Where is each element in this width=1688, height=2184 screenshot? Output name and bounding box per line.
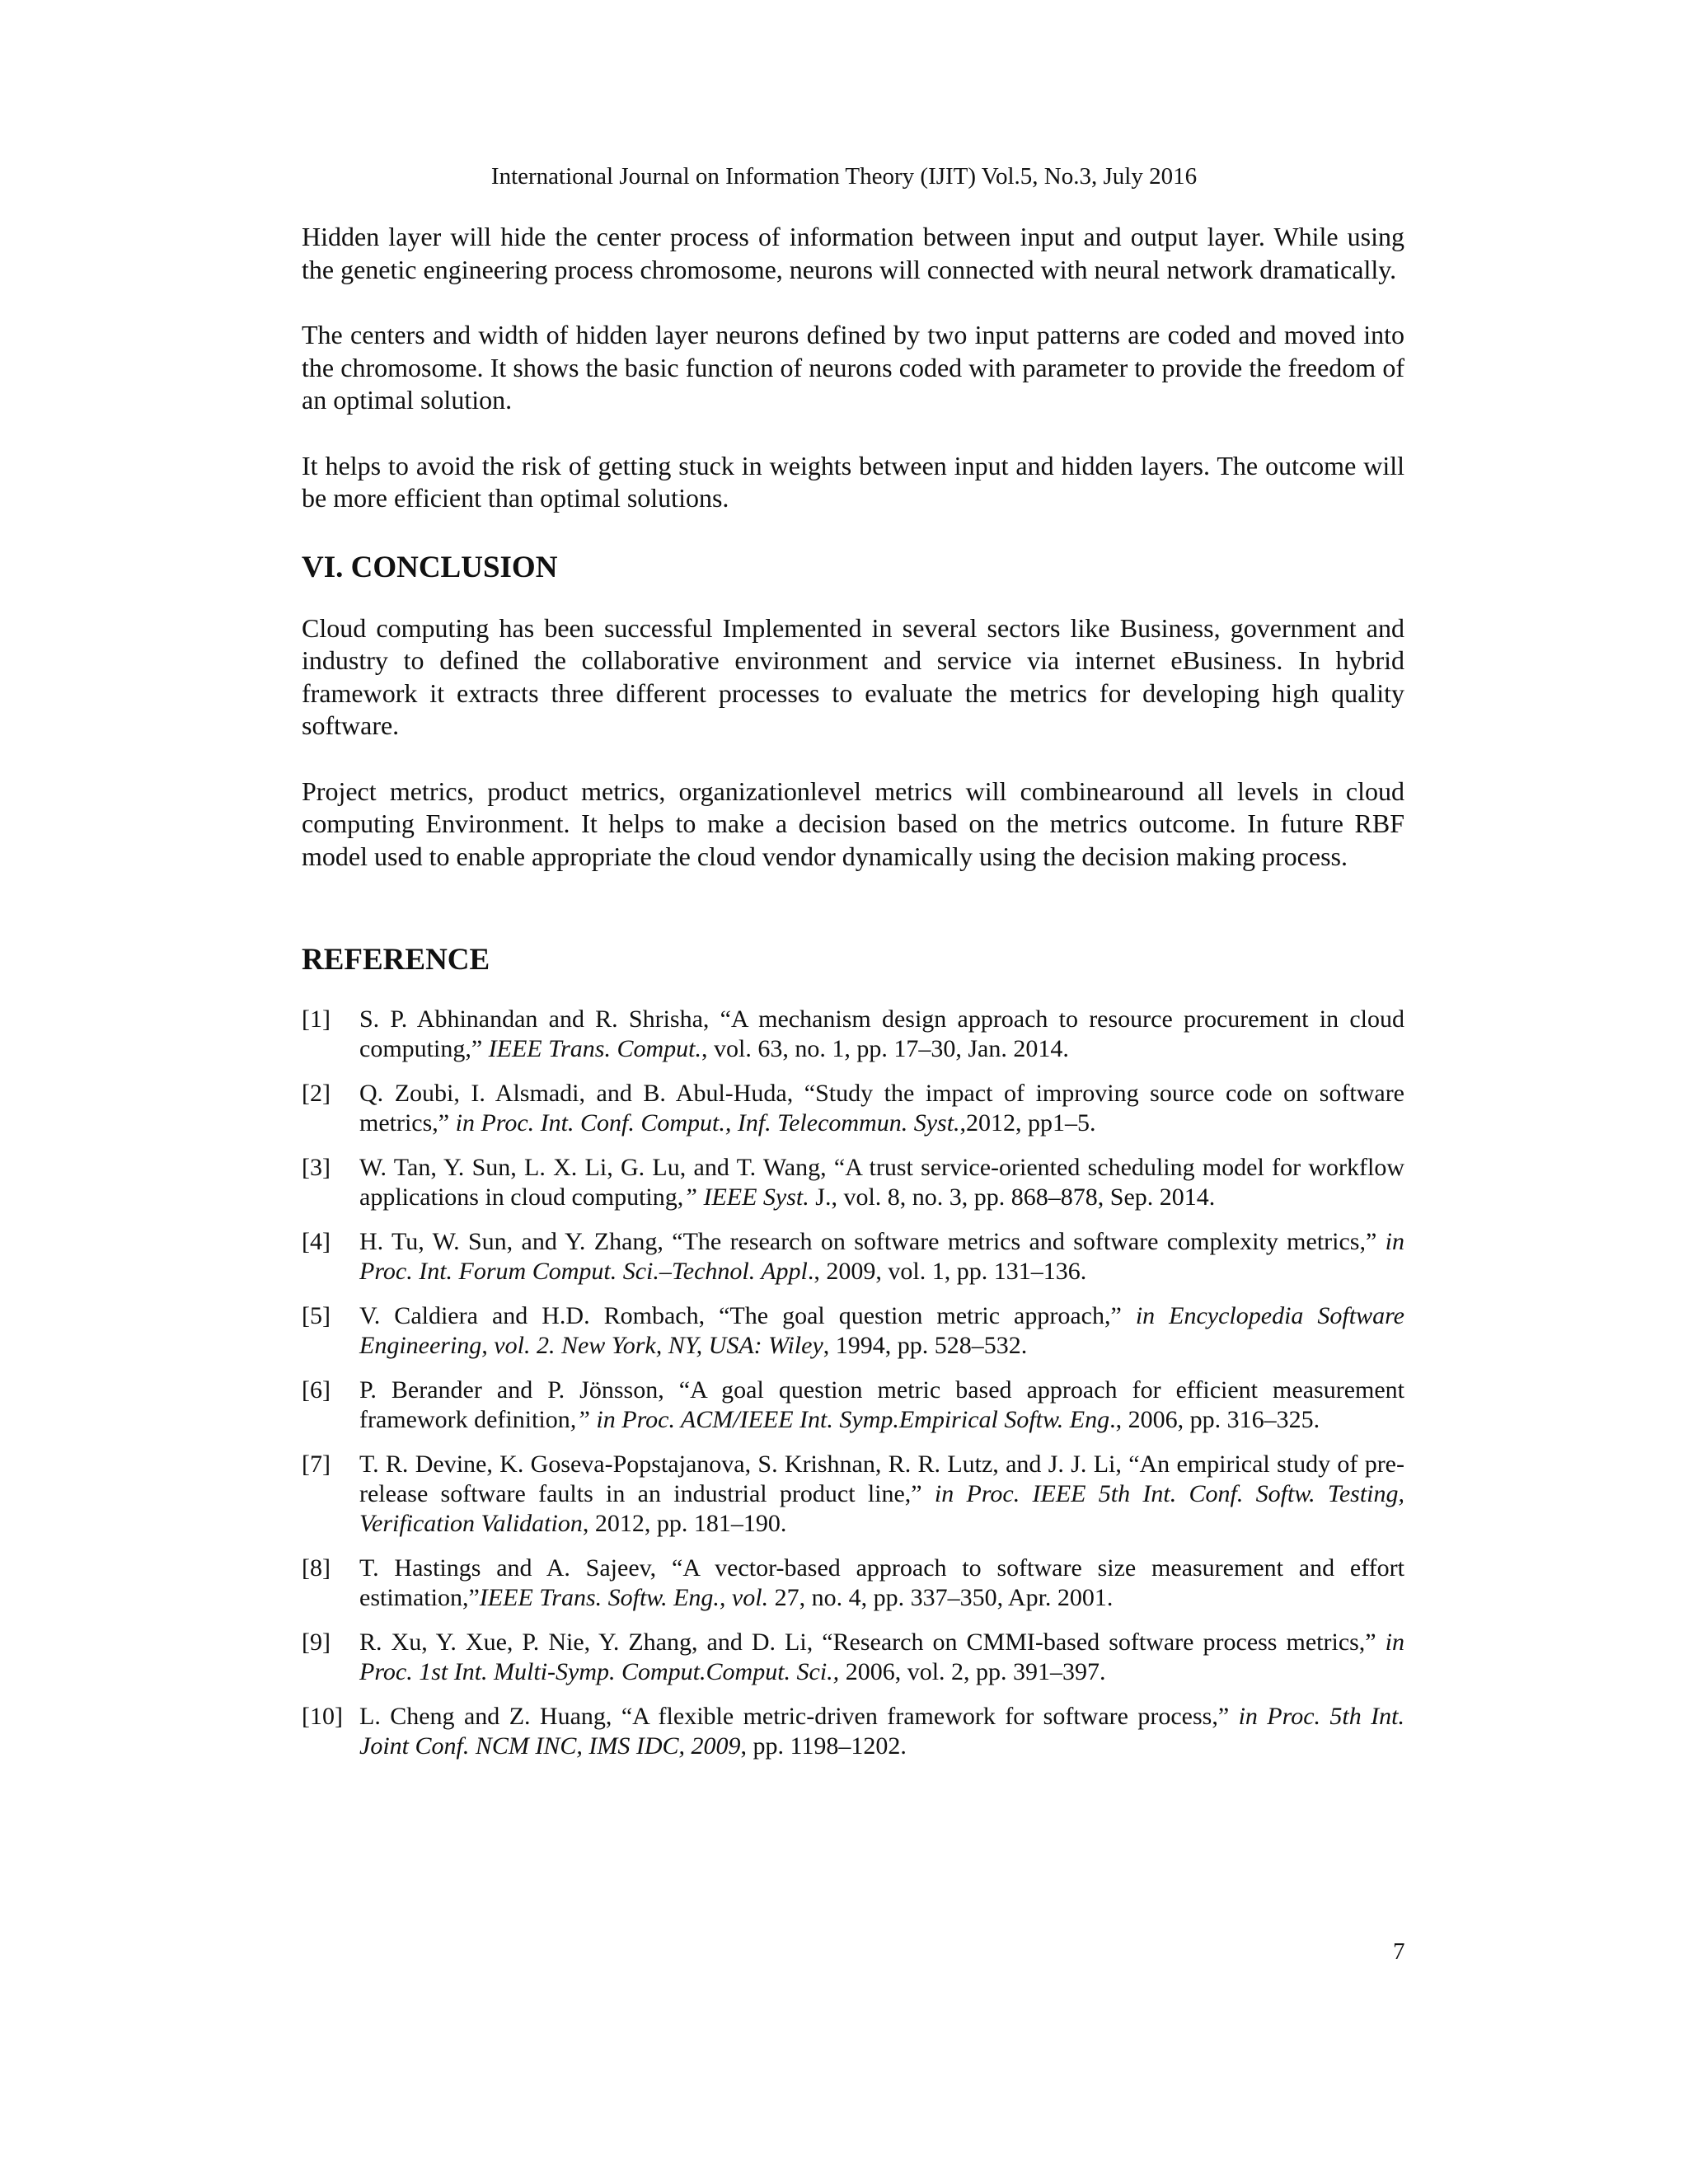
page-number: 7 bbox=[1393, 1938, 1405, 1965]
reference-item bbox=[302, 1554, 1404, 1613]
reference-item bbox=[302, 1005, 1404, 1064]
reference-list bbox=[302, 1005, 1404, 1761]
body-paragraph-2: The centers and width of hidden layer neurons defined by two input patterns are coded and moved into the chromosome. It shows the basic function of neurons coded with parameter to provide the freedom of an optimal solution. bbox=[302, 320, 1404, 415]
reference-item bbox=[302, 1153, 1404, 1212]
reference-number: [10] bbox=[302, 1703, 343, 1730]
reference-text: V. Caldiera and H.D. Rombach, “The goal question metric approach,” in Encyclopedia Software Engineering, vol. 2. New York, NY, USA: Wiley, 1994, pp. 528–532. bbox=[359, 1302, 1404, 1359]
reference-text: T. R. Devine, K. Goseva-Popstajanova, S. Krishnan, R. R. Lutz, and J. J. Li, “An empirical study of pre-release software faults in an industrial product line,” in Proc. IEEE 5th Int. Conf. Softw. Testing, Verification Validation, 2012, pp. 181–190. bbox=[359, 1451, 1404, 1537]
reference-number: [9] bbox=[302, 1629, 331, 1656]
reference-text: Q. Zoubi, I. Alsmadi, and B. Abul-Huda, “Study the impact of improving source code on software metrics,” in Proc. Int. Conf. Comput., Inf. Telecommun. Syst.,2012, pp1–5. bbox=[359, 1080, 1404, 1137]
reference-number: [3] bbox=[302, 1154, 331, 1181]
reference-text: R. Xu, Y. Xue, P. Nie, Y. Zhang, and D. Li, “Research on CMMI-based software process metrics,” in Proc. 1st Int. Multi-Symp. Comput.Comput. Sci., 2006, vol. 2, pp. 391–397. bbox=[359, 1629, 1404, 1685]
conclusion-paragraph-2: Project metrics, product metrics, organizationlevel metrics will combinearound all levels in cloud computing Environment. It helps to make a decision based on the metrics outcome. In future RBF model used to enable appropriate the cloud vendor dynamically using the decision making process. bbox=[302, 776, 1404, 871]
reference-text: H. Tu, W. Sun, and Y. Zhang, “The research on software metrics and software complexity metrics,” in Proc. Int. Forum Comput. Sci.–Technol. Appl., 2009, vol. 1, pp. 131–136. bbox=[359, 1228, 1404, 1285]
reference-item bbox=[302, 1227, 1404, 1286]
reference-item bbox=[302, 1301, 1404, 1361]
reference-item bbox=[302, 1079, 1404, 1138]
reference-number: [6] bbox=[302, 1376, 331, 1404]
reference-item bbox=[302, 1628, 1404, 1687]
reference-number: [8] bbox=[302, 1554, 331, 1582]
body-paragraph-3: It helps to avoid the risk of getting stuck in weights between input and hidden layers. The outcome will be more efficient than optimal solutions. bbox=[302, 450, 1404, 513]
reference-number: [7] bbox=[302, 1451, 331, 1478]
conclusion-heading: VI. CONCLUSION bbox=[302, 550, 558, 584]
page-content bbox=[302, 221, 1404, 1776]
conclusion-paragraph-1: Cloud computing has been successful Implemented in several sectors like Business, government and industry to defined the collaborative environment and service via internet eBusiness. In hybrid framework it extracts three different processes to evaluate the metrics for developing high quality software. bbox=[302, 612, 1404, 740]
reference-item bbox=[302, 1450, 1404, 1539]
reference-number: [1] bbox=[302, 1005, 331, 1033]
body-paragraph-1: Hidden layer will hide the center process of information between input and output layer. While using the genetic engineering process chromosome, neurons will connected with neural network dramatically. bbox=[302, 222, 1404, 284]
reference-heading: REFERENCE bbox=[302, 943, 490, 977]
reference-text: L. Cheng and Z. Huang, “A flexible metric-driven framework for software process,” in Proc. 5th Int. Joint Conf. NCM INC, IMS IDC, 2009, pp. 1198–1202. bbox=[359, 1703, 1404, 1760]
reference-number: [5] bbox=[302, 1302, 331, 1329]
reference-number: [4] bbox=[302, 1228, 331, 1255]
reference-number: [2] bbox=[302, 1080, 331, 1107]
reference-text: P. Berander and P. Jönsson, “A goal question metric based approach for efficient measurement framework definition,” in Proc. ACM/IEEE Int. Symp.Empirical Softw. Eng., 2006, pp. 316–325. bbox=[359, 1376, 1404, 1433]
running-header: International Journal on Information Theory (IJIT) Vol.5, No.3, July 2016 bbox=[490, 163, 1198, 190]
reference-text: T. Hastings and A. Sajeev, “A vector-based approach to software size measurement and effort estimation,”IEEE Trans. Softw. Eng., vol. 27, no. 4, pp. 337–350, Apr. 2001. bbox=[359, 1554, 1404, 1611]
reference-text: S. P. Abhinandan and R. Shrisha, “A mechanism design approach to resource procurement in cloud computing,” IEEE Trans. Comput., vol. 63, no. 1, pp. 17–30, Jan. 2014. bbox=[359, 1005, 1404, 1062]
reference-item bbox=[302, 1376, 1404, 1435]
reference-text: W. Tan, Y. Sun, L. X. Li, G. Lu, and T. Wang, “A trust service-oriented scheduling model for workflow applications in cloud computing,” IEEE Syst. J., vol. 8, no. 3, pp. 868–878, Sep. 2014. bbox=[359, 1154, 1404, 1211]
reference-item bbox=[302, 1702, 1404, 1761]
